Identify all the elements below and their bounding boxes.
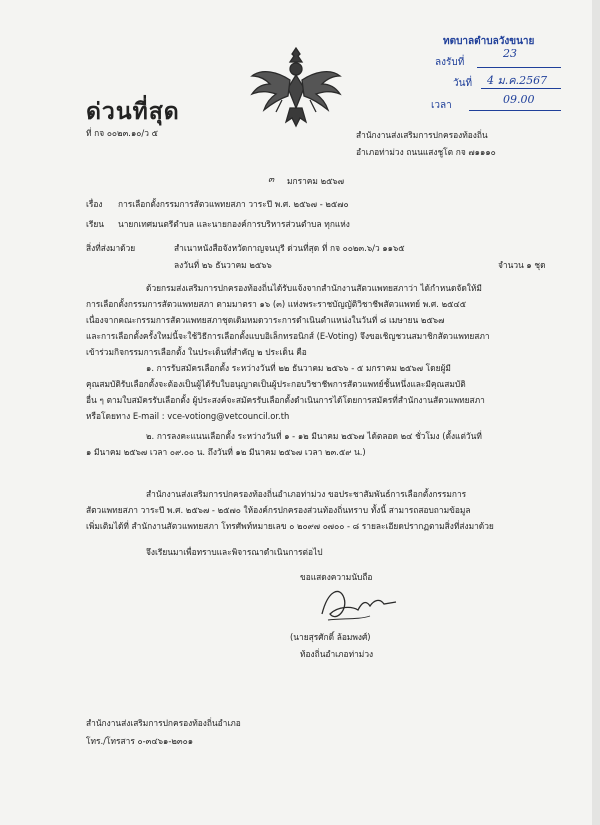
p2-line: ๑. การรับสมัครเลือกตั้ง ระหว่างวันที่ ๒๒ ธันวาคม ๒๕๖๖ - ๕ มกราคม ๒๕๖๗ โดยผู้มี	[146, 363, 451, 373]
reference-line-2: ลงวันที่ ๒๖ ธันวาคม ๒๕๖๖	[174, 260, 272, 270]
p4-line: สำนักงานส่งเสริมการปกครองท้องถิ่นอำเภอท่าม่วง ขอประชาสัมพันธ์การเลือกตั้งกรรมการ	[146, 489, 467, 499]
stamp-time-value: 09.00	[503, 93, 535, 106]
signatory-position: ท้องถิ่นอำเภอท่าม่วง	[300, 649, 374, 659]
p3-line: ๒. การลงคะแนนเลือกตั้ง ระหว่างวันที่ ๑ - ๑๒ มีนาคม ๒๕๖๗ ได้ตลอด ๒๔ ชั่วโมง (ตั้งแต่วันที่	[146, 431, 482, 441]
reference-label: สิ่งที่ส่งมาด้วย	[86, 243, 136, 253]
urgency-label: ด่วนที่สุด	[86, 99, 180, 125]
reference-count: จำนวน ๑ ชุด	[498, 260, 546, 270]
closing-request: จึงเรียนมาเพื่อทราบและพิจารณาดำเนินการต่อไป	[146, 547, 323, 557]
paragraph-4	[86, 486, 494, 534]
p3-line: ๑ มีนาคม ๒๕๖๗ เวลา ๐๙.๐๐ น. ถึงวันที่ ๑๒ มีนาคม ๒๕๖๗ เวลา ๒๓.๕๙ น.)	[86, 447, 366, 457]
date-day: ๓	[268, 175, 275, 185]
subject-text: การเลือกตั้งกรรมการสัตวแพทยสภา วาระปี พ.ศ. ๒๕๖๗ - ๒๕๗๐	[118, 199, 349, 209]
p4-line: สัตวแพทยสภา วาระปี พ.ศ. ๒๕๖๗ - ๒๕๗๐ ให้องค์กรปกครองส่วนท้องถิ่นทราบ ทั้งนี้ สามารถสอบถามข้อมูล	[86, 505, 471, 515]
to-text: นายกเทศมนตรีตำบล และนายกองค์การบริหารส่วนตำบล ทุกแห่ง	[118, 219, 350, 229]
p1-line: และการเลือกตั้งครั้งใหม่นี้จะใช้วิธีการเลือกตั้งแบบอิเล็กทรอนิกส์ (E-Voting) จึงขอเชิญชวนสมาชิกสัตวแพทยสภา	[86, 331, 490, 341]
stamp-date-label: วันที่	[453, 78, 473, 89]
stamp-time-label: เวลา	[431, 100, 452, 111]
p4-line: เพิ่มเติมได้ที่ สำนักงานสัตวแพทยสภา โทรศัพท์หมายเลข ๐ ๒๐๙๗ ๐๗๐๐ - ๘ รายละเอียดปรากฏตามสิ่งที่ส่งมาด้วย	[86, 521, 494, 531]
reference-line-1: สำเนาหนังสือจังหวัดกาญจนบุรี ด่วนที่สุด ที่ กจ ๐๐๒๓.๖/ว ๑๑๖๕	[174, 243, 405, 253]
p2-line: คุณสมบัติรับเลือกตั้งจะต้องเป็นผู้ได้รับใบอนุญาตเป็นผู้ประกอบวิชาชีพการสัตวแพทย์ชั้นหนึ่งและมีคุณสมบัติ	[86, 379, 466, 389]
sender-line-2: อำเภอท่าม่วง ถนนแสงชูโต กจ ๗๑๑๑๐	[356, 147, 496, 157]
stamp-date-value: 4 ม.ค.2567	[487, 74, 548, 87]
closing-salutation: ขอแสดงความนับถือ	[300, 572, 373, 582]
p1-line: เนื่องจากคณะกรรมการสัตวแพทยสภาชุดเดิมหมดวาระการดำเนินตำแหน่งในวันที่ ๘ เมษายน ๒๕๖๗	[86, 315, 445, 325]
footer-office: สำนักงานส่งเสริมการปกครองท้องถิ่นอำเภอ	[86, 718, 241, 728]
paragraph-2	[86, 360, 485, 424]
sender-line-1: สำนักงานส่งเสริมการปกครองท้องถิ่น	[356, 130, 488, 140]
document-number: ที่ กจ ๐๐๒๓.๑๐/ว ๕	[86, 128, 158, 138]
p1-line: เข้าร่วมกิจกรรมการเลือกตั้ง ในประเด็นที่สำคัญ ๒ ประเด็น คือ	[86, 347, 307, 357]
to-label: เรียน	[86, 219, 104, 229]
page-edge-shadow	[592, 0, 600, 825]
signatory-name: (นายสุรศักดิ์ ล้อมพงศ์)	[290, 632, 371, 642]
p1-line: ด้วยกรมส่งเสริมการปกครองท้องถิ่นได้รับแจ้งจากสำนักงานสัตวแพทยสภาว่า ได้กำหนดจัดให้มี	[146, 283, 482, 293]
subject-label: เรื่อง	[86, 199, 103, 209]
p2-line: หรือโดยทาง E-mail : vce-votiong@vetcouncil.or.th	[86, 411, 290, 421]
paragraph-1	[86, 280, 490, 360]
garuda-emblem-icon	[248, 42, 344, 130]
stamp-receive-label: ลงรับที่	[435, 57, 465, 68]
paragraph-3	[86, 428, 482, 460]
document-date: มกราคม ๒๕๖๗	[287, 176, 345, 186]
footer-phone: โทร./โทรสาร ๐-๓๔๖๑-๒๓๐๑	[86, 736, 194, 746]
stamp-receive-value: 23	[503, 47, 517, 60]
stamp-org: ทตบาลตำบลวังขนาย	[443, 36, 535, 47]
receiving-stamp	[431, 30, 567, 111]
p1-line: การเลือกตั้งกรรมการสัตวแพทยสภา ตามมาตรา ๑๖ (๓) แห่งพระราชบัญญัติวิชาชีพสัตวแพทย์ พ.ศ. ๒๕๔๕	[86, 299, 467, 309]
p2-line: อื่น ๆ ตามใบสมัครรับเลือกตั้ง ผู้ประสงค์จะสมัครรับเลือกตั้งดำเนินการได้โดยการสมัครที่สำนักงานสัตวแพทยสภา	[86, 395, 485, 405]
handwritten-signature-icon	[318, 584, 408, 628]
